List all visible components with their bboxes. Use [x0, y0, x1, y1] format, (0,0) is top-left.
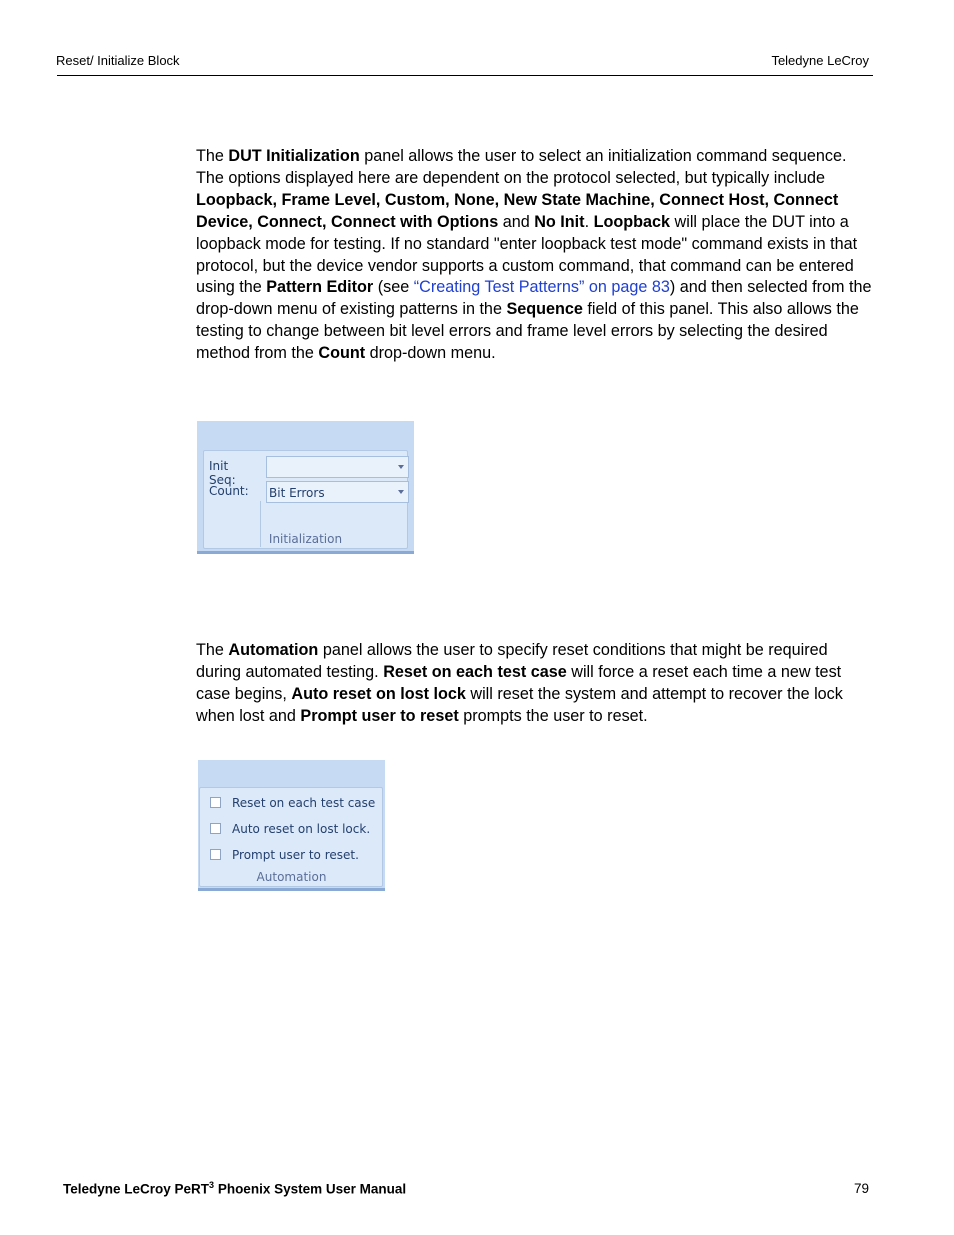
checkbox-label: Prompt user to reset.: [232, 848, 359, 862]
init-seq-dropdown[interactable]: [266, 456, 409, 478]
checkbox-icon: [210, 823, 221, 834]
automation-panel-screenshot: [198, 760, 385, 891]
creating-test-patterns-link[interactable]: “Creating Test Patterns” on page 83: [413, 278, 670, 297]
manual-title-footer: Teledyne LeCroy PeRT$^3$ Phoenix System User Manual: [63, 1180, 407, 1197]
checkbox-label: Auto reset on lost lock.: [232, 822, 371, 836]
panel-bottom-edge: [198, 888, 385, 891]
count-label: Count:: [209, 484, 249, 498]
chevron-down-icon: [398, 490, 404, 494]
panel-title-bar: [198, 760, 385, 785]
checkbox-icon: [210, 797, 221, 808]
page-number: 79: [854, 1181, 870, 1196]
initialization-group-label: Initialization: [268, 532, 343, 546]
panel-title-bar: [197, 421, 414, 446]
header-rule: [57, 75, 873, 76]
panel-bottom-edge: [197, 551, 414, 554]
dut-initialization-paragraph: The DUT Initialization panel allows the user to select an initialization command sequence. The options displayed here are dependent on the protocol selected, but typically include Loopback, Frame Level, Custom, None, New State Machine, Connect Host, Connect Device, Connect, Connect with Options and No Init. Loopback will place the DUT into a loopback mode for testing. If no standard "enter loopback test mode" command exists in that protocol, but the device vendor supports a custom command, that command can be entered using the Pattern Editor (see “Creating Test Patterns” on page 83) and then selected from the drop-down menu of existing patterns in the Sequence field of this panel. This also allows the testing to change between bit level errors and frame level errors by selecting the desired method from the Count drop-down menu.: [196, 147, 872, 363]
automation-group-label: Automation: [256, 870, 327, 884]
count-value: Bit Errors: [269, 486, 325, 500]
init-seq-label: Init Seq:: [209, 459, 236, 487]
chevron-down-icon: [398, 465, 404, 469]
checkbox-icon: [210, 849, 221, 860]
count-dropdown[interactable]: [266, 481, 409, 503]
checkbox-label: Reset on each test case: [232, 796, 376, 810]
running-header-section: Reset/ Initialize Block: [56, 53, 180, 68]
initialization-panel-screenshot: [197, 421, 414, 554]
automation-paragraph: The Automation panel allows the user to specify reset conditions that might be required during automated testing. Reset on each test case will force a reset each time a new test case begins, Auto reset on lost lock will reset the system and attempt to recover the lock when lost and Prompt user to reset prompts the user to reset.: [196, 641, 843, 725]
running-header-company: Teledyne LeCroy: [771, 53, 869, 68]
